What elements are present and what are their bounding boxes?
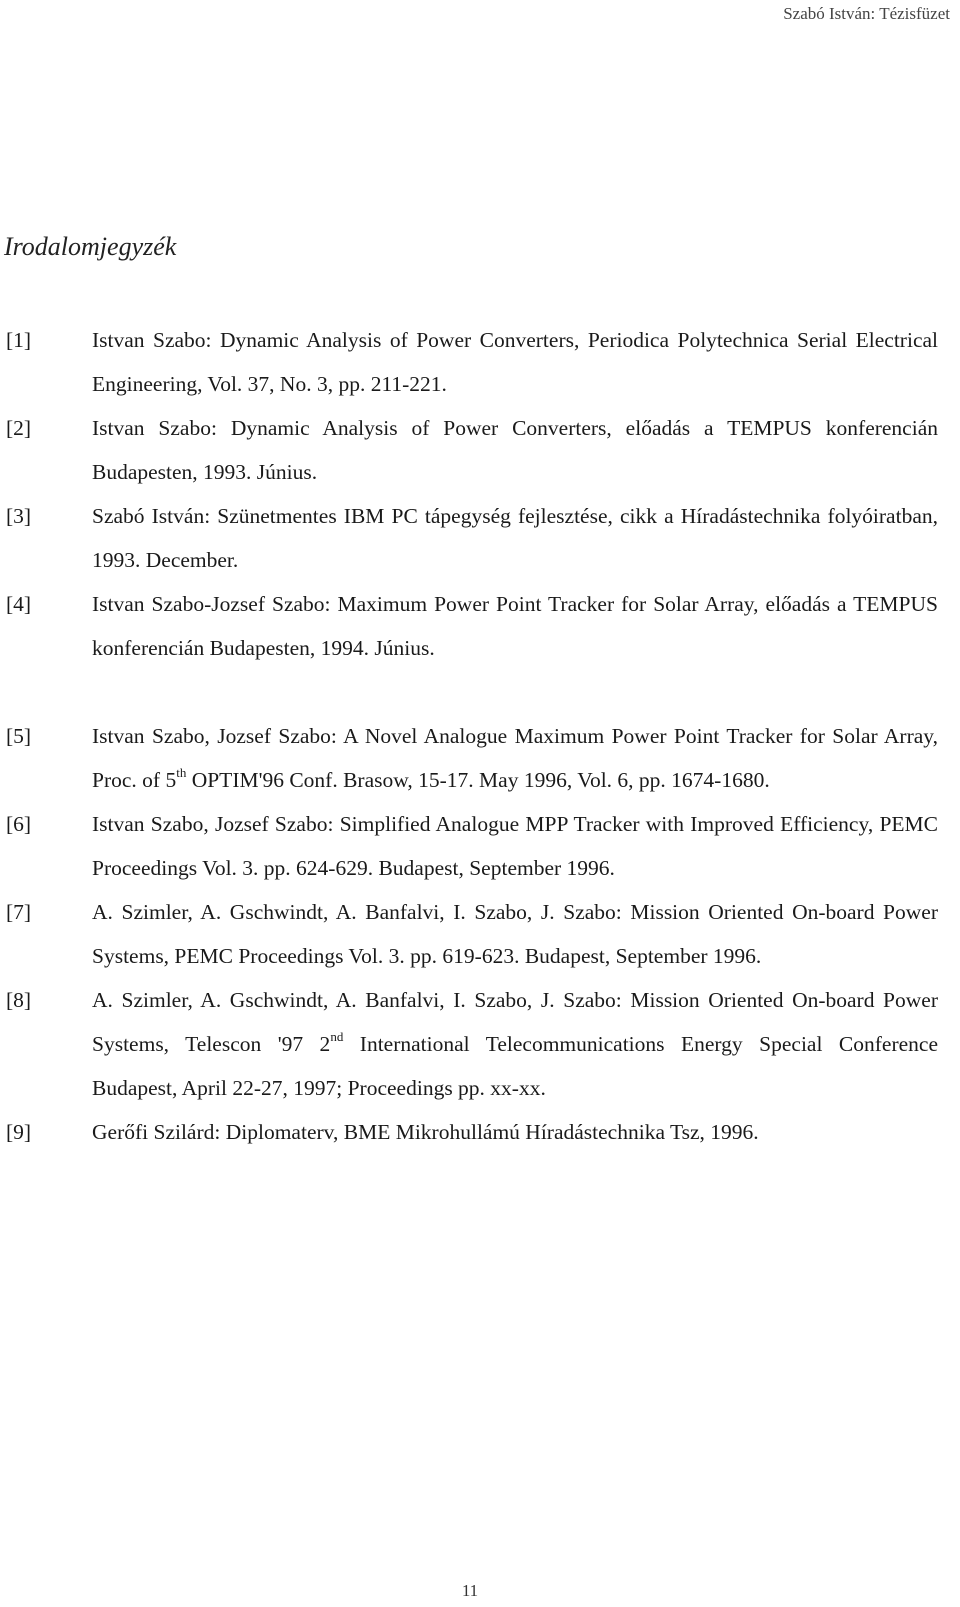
page-number: 11	[461, 1581, 479, 1600]
reference-text: Istvan Szabo-Jozsef Szabo: Maximum Power Point Tracker for Solar Array, előadás a TEMPUS konferencián Budapesten, 1994. Június.	[92, 592, 938, 660]
reference-number: [8]	[6, 988, 32, 1012]
reference-text	[92, 724, 938, 792]
reference-number: [7]	[6, 900, 32, 924]
reference-number: [5]	[6, 724, 32, 748]
reference-text: Szabó István: Szünetmentes IBM PC tápegység fejlesztése, cikk a Híradástechnika folyóiratban, 1993. December.	[92, 504, 938, 572]
reference-number: [3]	[6, 504, 32, 528]
reference-text: Gerőfi Szilárd: Diplomaterv, BME Mikrohullámú Híradástechnika Tsz, 1996.	[92, 1120, 759, 1144]
running-header: Szabó István: Tézisfüzet	[783, 4, 950, 23]
ordinal-superscript: th	[176, 764, 187, 780]
reference-list	[6, 318, 938, 1154]
reference-text: Istvan Szabo, Jozsef Szabo: Simplified Analogue MPP Tracker with Improved Efficiency, PEMC Proceedings Vol. 3. pp. 624-629. Budapest, September 1996.	[92, 812, 938, 880]
reference-number: [2]	[6, 416, 32, 440]
reference-text	[92, 988, 938, 1100]
reference-item-1	[6, 318, 938, 406]
ordinal-superscript: nd	[330, 1028, 344, 1044]
reference-number: [1]	[6, 328, 32, 352]
reference-number: [9]	[6, 1120, 32, 1144]
reference-item-6	[6, 802, 938, 890]
section-title: Irodalomjegyzék	[4, 232, 177, 261]
reference-text-end: OPTIM'96 Conf. Brasow, 15-17. May 1996, Vol. 6, pp. 1674-1680.	[186, 768, 770, 792]
reference-text-start: A. Szimler, A. Gschwindt, A. Banfalvi, I. Szabo, J. Szabo: Mission Oriented On-board Power Systems, Telescon '97 2	[92, 988, 938, 1056]
reference-text-start: Istvan Szabo, Jozsef Szabo: A Novel Analogue Maximum Power Point Tracker for Solar Array, Proc. of 5	[92, 724, 938, 792]
reference-text: A. Szimler, A. Gschwindt, A. Banfalvi, I. Szabo, J. Szabo: Mission Oriented On-board Power Systems, PEMC Proceedings Vol. 3. pp. 619-623. Budapest, September 1996.	[92, 900, 938, 968]
reference-item-5	[6, 714, 938, 802]
reference-item-3	[6, 494, 938, 582]
reference-item-9	[6, 1110, 938, 1154]
reference-item-2	[6, 406, 938, 494]
reference-item-8	[6, 978, 938, 1110]
reference-number: [6]	[6, 812, 32, 836]
reference-item-7	[6, 890, 938, 978]
reference-text: Istvan Szabo: Dynamic Analysis of Power Converters, előadás a TEMPUS konferencián Budapesten, 1993. Június.	[92, 416, 938, 484]
reference-item-4	[6, 582, 938, 670]
reference-text-end: International Telecommunications Energy Special Conference Budapest, April 22-27, 1997; Proceedings pp. xx-xx.	[92, 1032, 938, 1100]
reference-number: [4]	[6, 592, 32, 616]
reference-text: Istvan Szabo: Dynamic Analysis of Power Converters, Periodica Polytechnica Serial Electrical Engineering, Vol. 37, No. 3, pp. 211-221.	[92, 328, 938, 396]
